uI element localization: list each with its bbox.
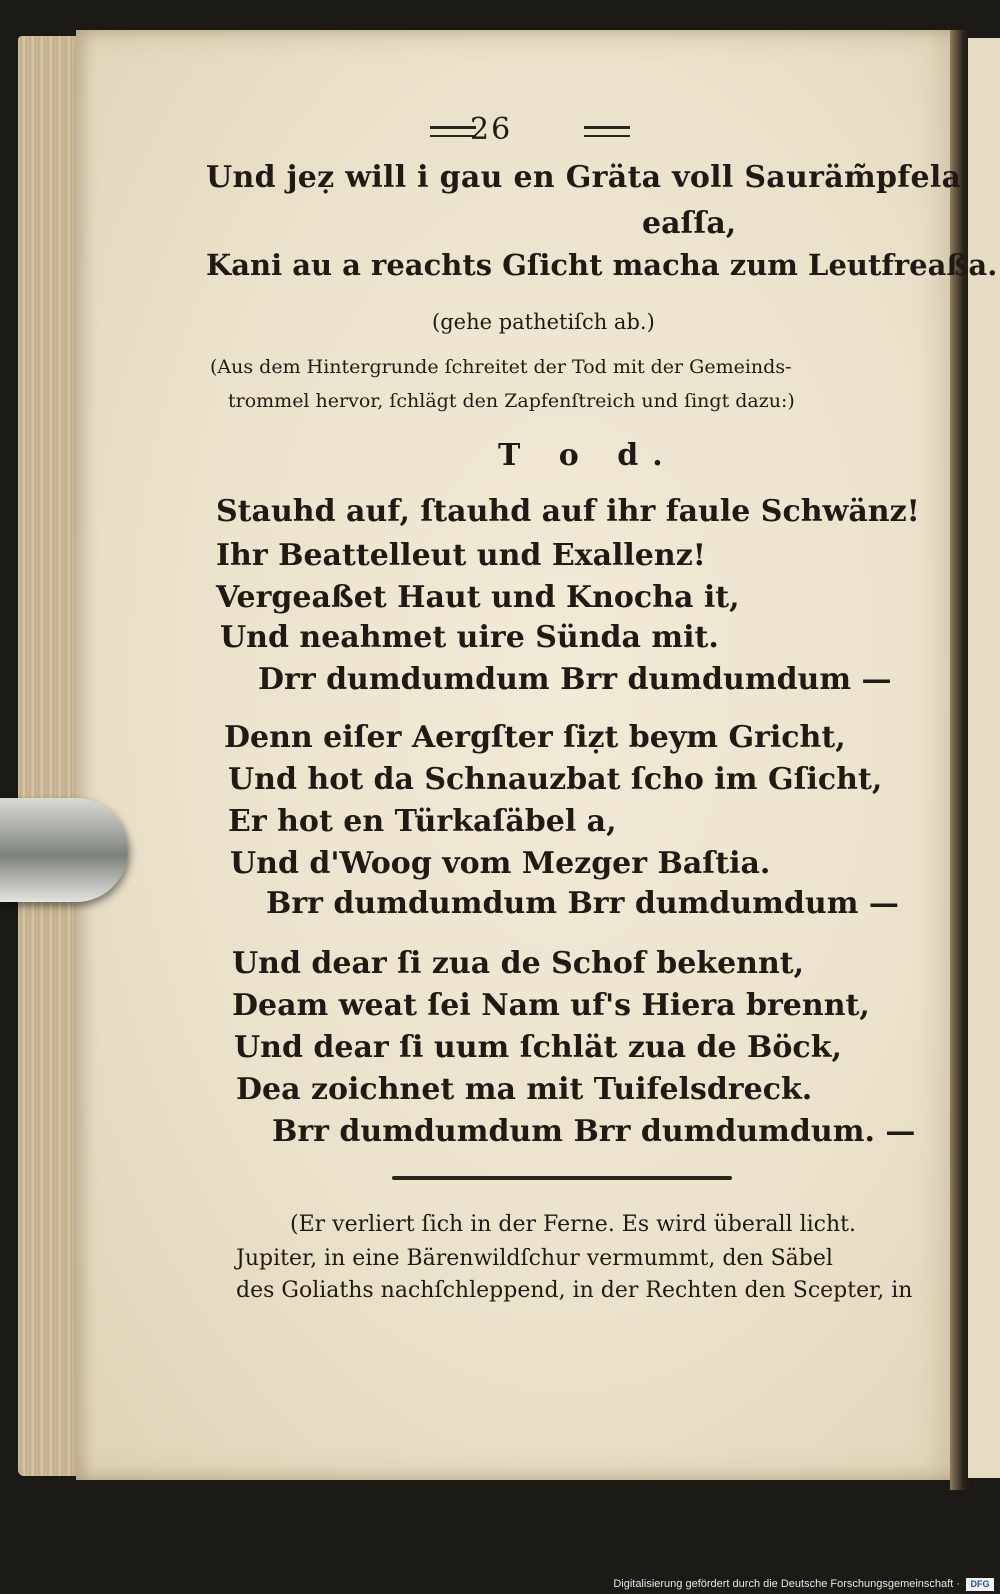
- refrain-line: Brr dumdumdum Brr dumdumdum —: [266, 886, 899, 921]
- verse-line: Vergeaßet Haut und Knocha it,: [216, 580, 740, 615]
- page-clip: [0, 798, 128, 902]
- verse-line: Und hot da Schnauzbat ſcho im Gſicht,: [228, 762, 883, 797]
- stage-direction: (Aus dem Hintergrunde ſchreitet der Tod mit der Gemeinds-: [210, 356, 792, 378]
- stage-direction: (gehe pathetiſch ab.): [432, 310, 655, 334]
- section-divider: [392, 1176, 732, 1180]
- verse-line: Denn eiſer Aergſter ſiẓt beym Gricht,: [224, 720, 846, 755]
- verse-line: Dea zoichnet ma mit Tuifelsdreck.: [236, 1072, 813, 1107]
- refrain-line: Drr dumdumdum Brr dumdumdum —: [258, 662, 892, 697]
- text-line: eaſſa,: [642, 206, 737, 241]
- refrain-line: Brr dumdumdum Brr dumdumdum. —: [272, 1114, 916, 1149]
- stage-direction: trommel hervor, ſchlägt den Zapfenſtreich und ſingt dazu:): [228, 390, 795, 412]
- ornament-right: [584, 126, 630, 137]
- page-number: 26: [470, 112, 513, 147]
- verse-line: Und d'Woog vom Mezger Baſtia.: [230, 846, 771, 881]
- verse-line: Deam weat ſei Nam uf's Hiera brennt,: [232, 988, 870, 1023]
- text-line: Und jeẓ will i gau en Gräta voll Sauräm̃pfela: [206, 160, 962, 195]
- digitization-credit: Digitalisierung gefördert durch die Deutsche Forschungsgemeinschaft ·: [613, 1578, 960, 1590]
- stage-direction: des Goliaths nachſchleppend, in der Rechten den Scepter, in: [236, 1278, 913, 1303]
- verse-line: Ihr Beattelleut und Exallenz!: [216, 538, 706, 573]
- verse-line: Und neahmet uire Sünda mit.: [220, 620, 719, 655]
- verse-line: Und dear ſi zua de Schof bekennt,: [232, 946, 805, 981]
- stage-direction: Jupiter, in eine Bärenwildſchur vermummt, den Säbel: [236, 1246, 833, 1271]
- verse-line: Und dear ſi uum ſchlät zua de Böck,: [234, 1030, 842, 1065]
- text-line: Kani au a reachts Gſicht macha zum Leutfreaßa.: [206, 248, 998, 282]
- verse-line: Er hot en Türkaſäbel a,: [228, 804, 617, 839]
- dfg-logo: DFG: [966, 1578, 994, 1591]
- stage-direction: (Er verliert ſich in der Ferne. Es wird überall licht.: [290, 1212, 856, 1237]
- speaker-name: T o d.: [498, 438, 677, 473]
- verse-line: Stauhd auf, ſtauhd auf ihr faule Schwänz!: [216, 494, 920, 529]
